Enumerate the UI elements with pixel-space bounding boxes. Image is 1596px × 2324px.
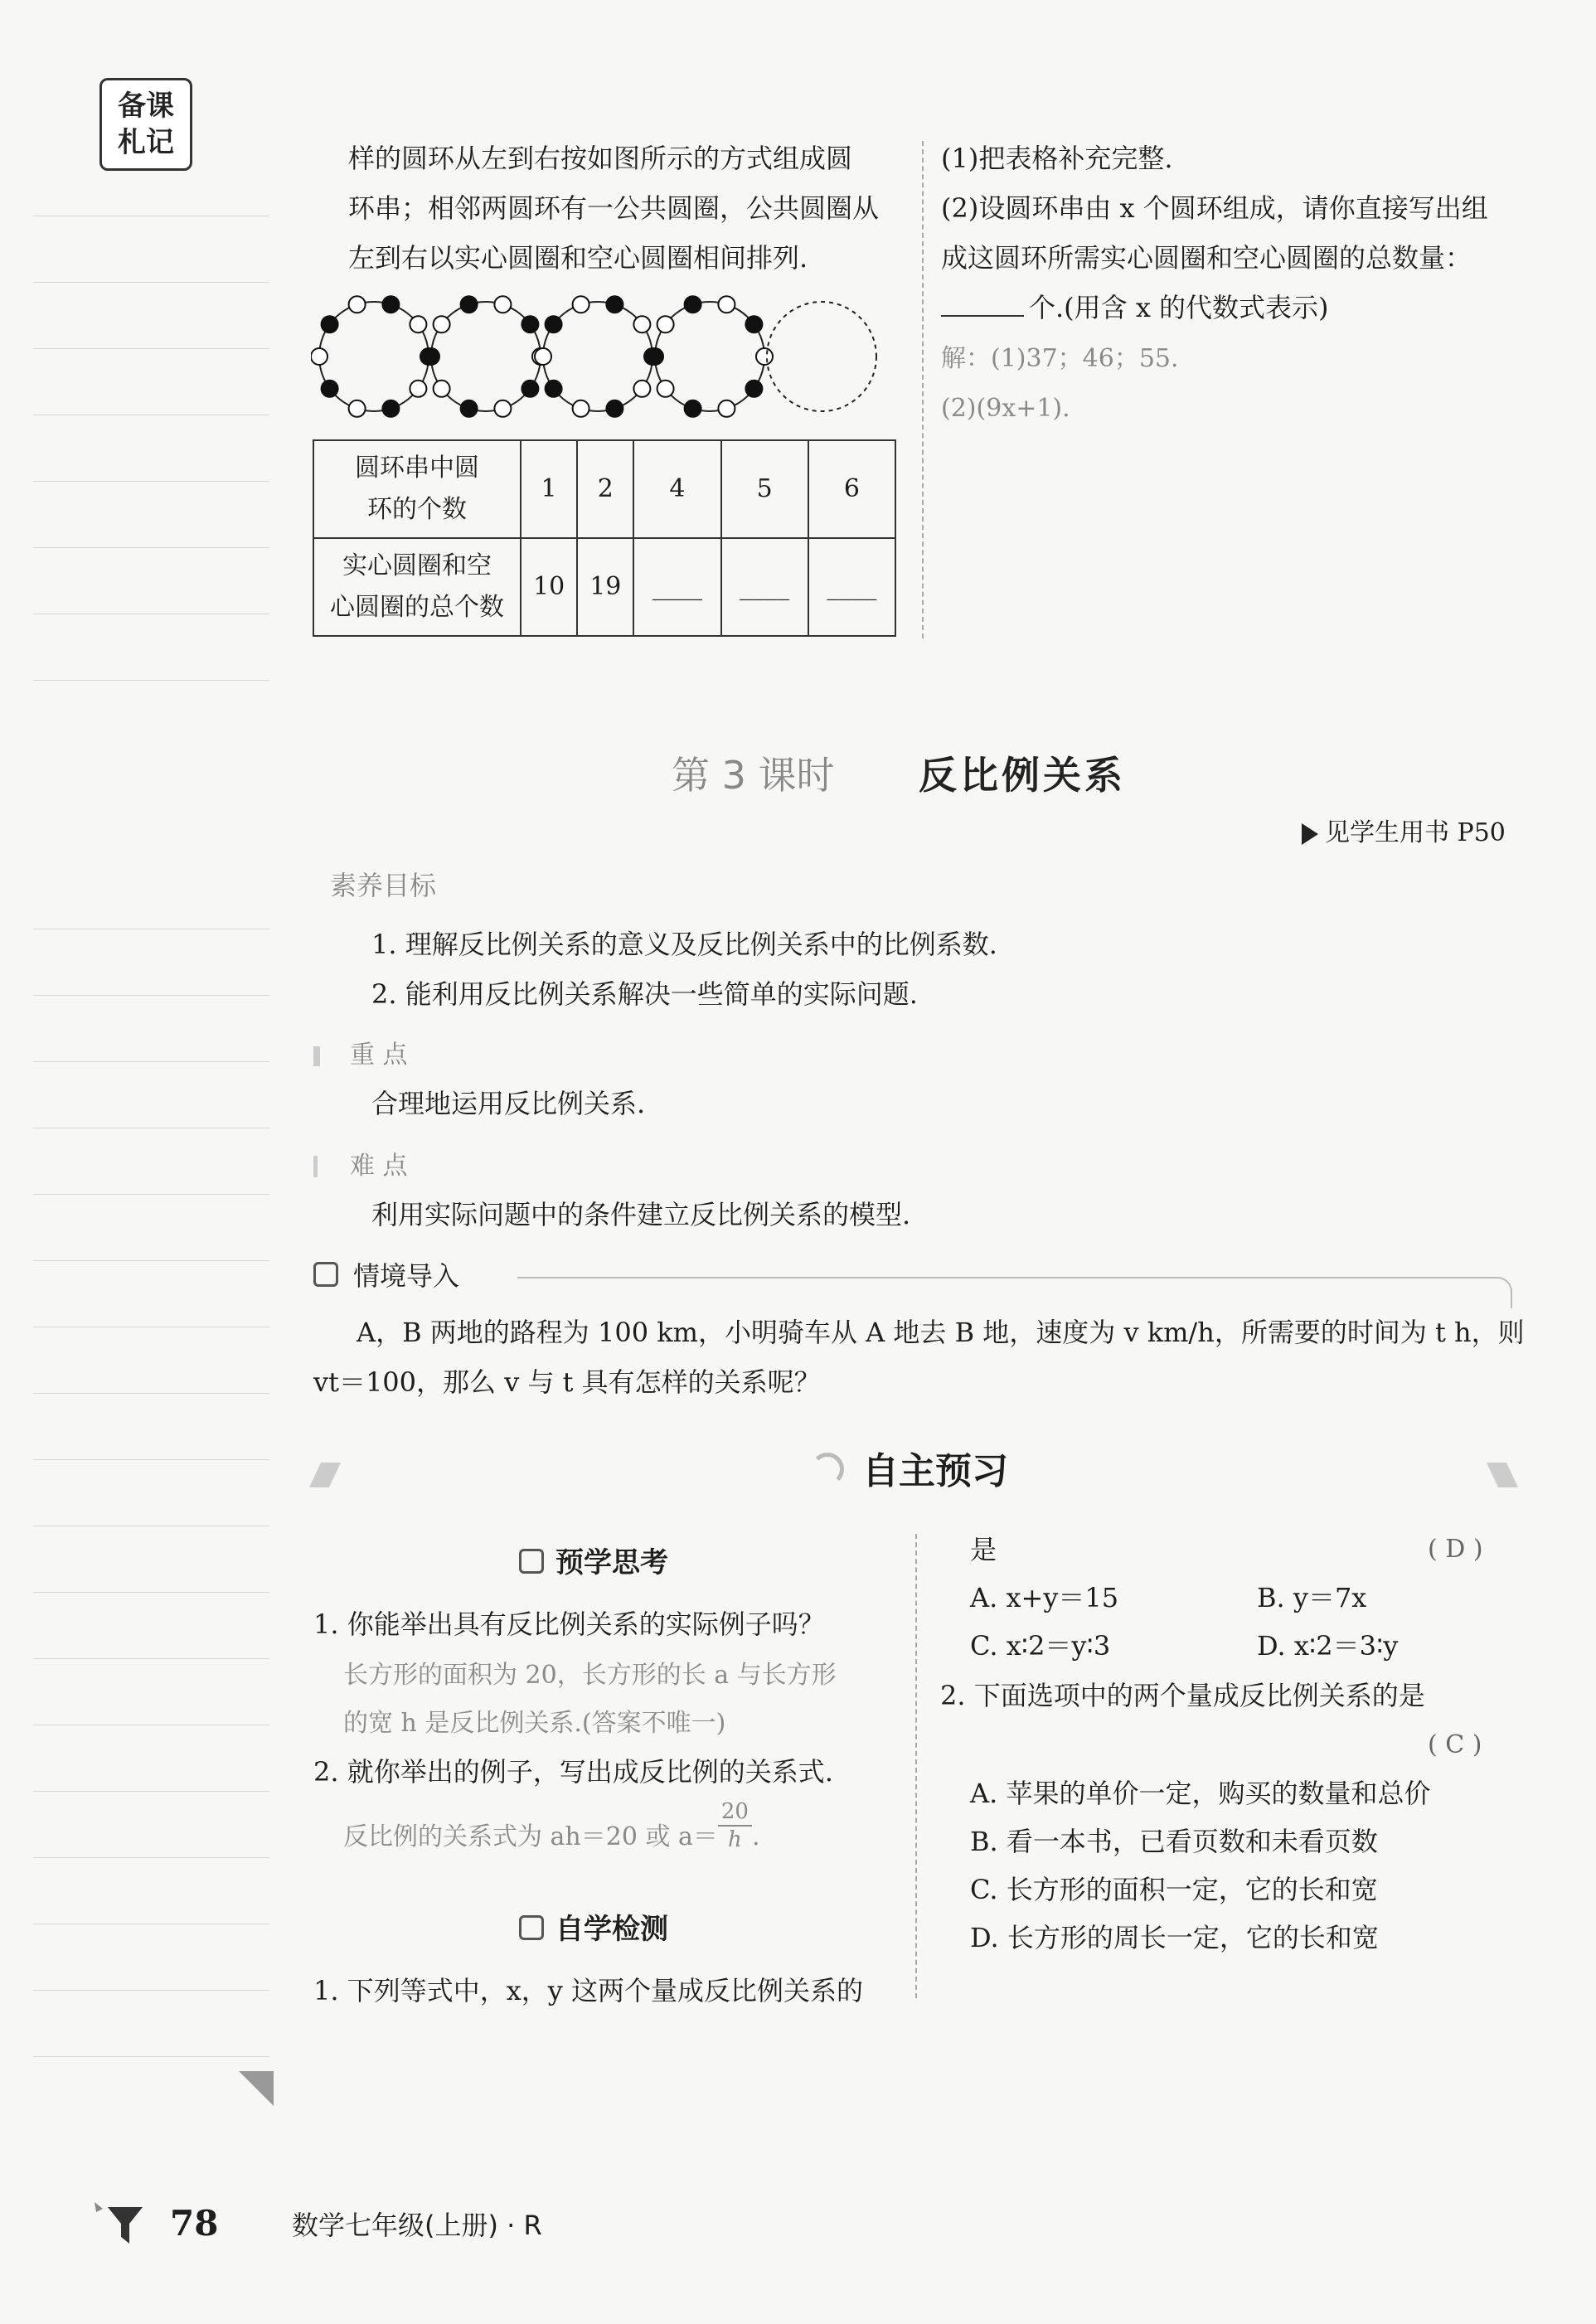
mc-q2-stem: 2. 下面选项中的两个量成反比例关系的是 (940, 1680, 1425, 1711)
ring-chain-figure (311, 290, 908, 431)
solid-dot (382, 400, 399, 417)
solid-dot (423, 348, 439, 365)
table-cell: 5 (721, 440, 808, 538)
table-cell: 19 (577, 538, 633, 636)
solid-dot (606, 296, 623, 313)
badge-line-1: 备课 (118, 90, 174, 123)
hollow-dot (434, 316, 450, 332)
intro-heading: 情境导入 (353, 1260, 460, 1292)
table-header-text: 环的个数 (367, 495, 467, 524)
table-row1-header (313, 440, 521, 538)
table-header-text: 心圆圈的总个数 (330, 593, 504, 622)
solid-dot (521, 316, 538, 332)
solid-dot (322, 381, 338, 397)
mc-q1-tail: 是 (970, 1534, 997, 1565)
ring-count-table (313, 439, 896, 637)
solid-dot (546, 381, 562, 397)
lesson-title: 反比例关系 (919, 753, 1126, 798)
badge-line-2: 札记 (118, 126, 174, 159)
solid-dot (647, 348, 663, 365)
solid-dot (546, 316, 562, 332)
fraction-numerator: 20 (718, 1798, 752, 1827)
hollow-dot (535, 348, 551, 365)
hollow-dot (657, 316, 674, 332)
mc-q1-option-a: A. x+y＝15 (970, 1582, 1119, 1613)
key-point-text: 合理地运用反比例关系. (371, 1088, 646, 1119)
table-header-text: 圆环串中圆 (355, 454, 479, 483)
corner-mark (239, 2071, 274, 2106)
think-question-2: 2. 就你举出的例子，写出成反比例的关系式. (313, 1756, 833, 1788)
notes-badge (99, 78, 192, 171)
difficulty-text: 利用实际问题中的条件建立反比例关系的模型. (371, 1199, 911, 1230)
intro-rule (517, 1277, 1512, 1308)
play-triangle-icon (1302, 823, 1318, 845)
solid-dot (685, 296, 701, 313)
table-header-text: 实心圆圈和空 (342, 551, 492, 580)
problem-line-3: 左到右以实心圆圈和空心圆圈相间排列. (348, 242, 808, 274)
check-heading: 自学检测 (555, 1913, 668, 1946)
table-cell: 6 (808, 440, 895, 538)
table-cell: 2 (577, 440, 633, 538)
mc-q2-option-c: C. 长方形的面积一定，它的长和宽 (970, 1874, 1378, 1905)
solid-dot (685, 400, 701, 417)
hollow-dot (349, 400, 366, 417)
dashed-ring (767, 302, 876, 411)
table-blank-cell: ____ (808, 538, 895, 636)
solid-dot (745, 316, 762, 332)
hollow-dot (410, 316, 426, 332)
book-title: 数学七年级(上册) · R (292, 2210, 542, 2241)
mc-q1-option-d: D. x∶2＝3∶y (1257, 1630, 1399, 1662)
hollow-dot (718, 296, 735, 313)
column-divider-lower (915, 1534, 917, 1998)
think-answer-1-line-1: 长方形的面积为 20，长方形的长 a 与长方形 (343, 1661, 837, 1690)
table-cell: 4 (633, 440, 720, 538)
question-blank-line (941, 284, 1329, 332)
page-number: 78 (170, 2203, 219, 2244)
goal-item-2: 2. 能利用反比例关系解决一些简单的实际问题. (371, 978, 918, 1010)
think-heading: 预学思考 (555, 1546, 668, 1579)
intro-icon (313, 1262, 338, 1287)
hollow-dot (311, 348, 327, 365)
difficulty-label: 难 点 (350, 1152, 408, 1181)
answer-blank (941, 315, 1024, 317)
mc-q1-answer: ( D ) (1428, 1535, 1483, 1564)
think-question-1: 1. 你能举出具有反比例关系的实际例子吗？ (313, 1608, 825, 1640)
think-answer-2-text: 反比例的关系式为 ah＝20 或 a＝ (343, 1822, 718, 1851)
fraction-denominator: h (728, 1827, 742, 1852)
table-blank-cell: ____ (633, 538, 720, 636)
mc-q2-answer: ( C ) (1428, 1730, 1482, 1759)
hollow-dot (434, 381, 450, 397)
solid-dot (461, 296, 478, 313)
check-question-1: 1. 下列等式中，x，y 这两个量成反比例关系的 (313, 1975, 864, 2006)
question-part-2: (2)设圆环串由 x 个圆环组成，请你直接写出组 (941, 192, 1488, 224)
think-answer-2 (343, 1799, 760, 1854)
lesson-number: 第 3 课时 (672, 753, 835, 798)
banner-right-decoration (1487, 1463, 1518, 1487)
mc-q2-option-d: D. 长方形的周长一定，它的长和宽 (970, 1922, 1379, 1953)
hollow-dot (756, 348, 773, 365)
table-row2-header (313, 538, 521, 636)
table-blank-cell: ____ (721, 538, 808, 636)
table-cell: 1 (521, 440, 577, 538)
hollow-dot (494, 400, 511, 417)
hollow-dot (410, 381, 426, 397)
problem-line-1: 样的圆环从左到右按如图所示的方式组成圆 (348, 143, 853, 174)
difficulty-icon (313, 1156, 318, 1177)
period: . (751, 1822, 760, 1851)
footer-emblem-icon (91, 2197, 149, 2255)
hollow-dot (657, 381, 674, 397)
think-answer-1-line-2: 的宽 h 是反比例关系.(答案不唯一) (343, 1709, 726, 1738)
mc-q1-option-b: B. y＝7x (1257, 1582, 1367, 1613)
key-point-label: 重 点 (350, 1041, 408, 1070)
column-divider (922, 141, 924, 638)
question-part-1: (1)把表格补充完整. (941, 143, 1173, 174)
mc-q1-option-c: C. x∶2＝y∶3 (970, 1630, 1111, 1662)
intro-line-1: A，B 两地的路程为 100 km，小明骑车从 A 地去 B 地，速度为 v km/h，所需要的时间为 t h，则 (357, 1317, 1525, 1348)
hollow-dot (633, 381, 650, 397)
think-icon (519, 1549, 544, 1574)
banner-left-decoration (309, 1463, 341, 1487)
answer-part-2: (2)(9x+1). (941, 394, 1070, 423)
hollow-dot (718, 400, 735, 417)
intro-line-2: vt＝100，那么 v 与 t 具有怎样的关系呢？ (313, 1366, 821, 1398)
table-row (313, 440, 895, 538)
preview-banner-title: 自主预习 (862, 1450, 1008, 1492)
question-part-2-cont: 成这圆环所需实心圆圈和空心圆圈的总数量： (941, 242, 1472, 274)
hollow-dot (494, 296, 511, 313)
solid-dot (382, 296, 399, 313)
solid-dot (606, 400, 623, 417)
hollow-dot (633, 316, 650, 332)
problem-line-2: 环串；相邻两圆环有一公共圆圈，公共圆圈从 (348, 192, 880, 224)
solid-dot (745, 381, 762, 397)
banner-swirl-icon (811, 1453, 844, 1486)
key-point-icon (313, 1046, 320, 1066)
student-book-ref-text: 见学生用书 P50 (1325, 818, 1506, 847)
goal-item-1: 1. 理解反比例关系的意义及反比例关系中的比例系数. (371, 929, 997, 960)
hollow-dot (349, 296, 366, 313)
table-cell: 10 (521, 538, 577, 636)
hollow-dot (573, 296, 589, 313)
table-row (313, 538, 895, 636)
solid-dot (521, 381, 538, 397)
hollow-dot (573, 400, 589, 417)
mc-q2-option-a: A. 苹果的单价一定，购买的数量和总价 (970, 1778, 1431, 1809)
solid-dot (322, 316, 338, 332)
student-book-ref[interactable] (1302, 813, 1506, 854)
check-icon (519, 1915, 544, 1940)
goals-heading: 素养目标 (330, 870, 437, 901)
mc-q2-option-b: B. 看一本书，已看页数和未看页数 (970, 1826, 1378, 1857)
solid-dot (461, 400, 478, 417)
question-blank-text: 个.(用含 x 的代数式表示) (1029, 292, 1329, 323)
fraction (718, 1798, 752, 1853)
answer-part-1: 解：(1)37；46；55. (941, 344, 1179, 373)
